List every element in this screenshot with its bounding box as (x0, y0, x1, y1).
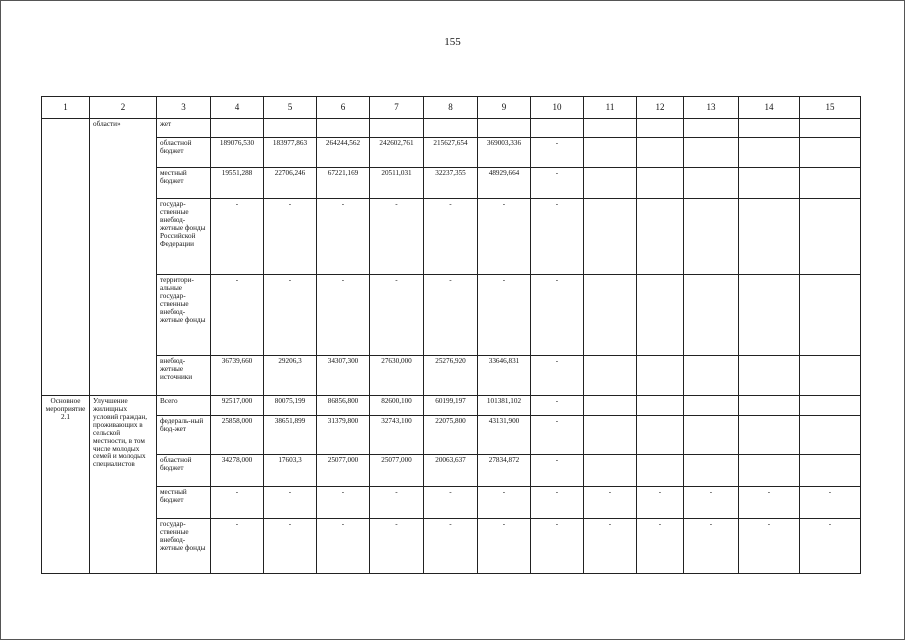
value-cell: - (478, 519, 531, 574)
table-body (42, 97, 861, 574)
value-cell: - (531, 519, 584, 574)
table-row (42, 199, 861, 275)
value-cell: 19551,288 (211, 168, 264, 199)
funding-source-cell: жет (157, 119, 211, 138)
value-cell: 80075,199 (264, 396, 317, 416)
value-cell (637, 275, 684, 356)
value-cell (684, 199, 739, 275)
value-cell: - (584, 487, 637, 519)
value-cell: 48929,664 (478, 168, 531, 199)
value-cell: - (531, 138, 584, 168)
value-cell: 27630,000 (370, 356, 424, 396)
value-cell: - (531, 168, 584, 199)
value-cell (637, 138, 684, 168)
value-cell: - (531, 199, 584, 275)
column-header-12: 12 (637, 97, 684, 119)
value-cell (370, 119, 424, 138)
value-cell (684, 416, 739, 455)
funding-source-cell: Всего (157, 396, 211, 416)
column-header-14: 14 (739, 97, 800, 119)
value-cell: - (211, 199, 264, 275)
value-cell (637, 168, 684, 199)
value-cell (584, 455, 637, 487)
value-cell: 36739,660 (211, 356, 264, 396)
funding-source-cell: государ-ственные внебюд-жетные фонды Российской Федерации (157, 199, 211, 275)
value-cell (739, 138, 800, 168)
value-cell: - (317, 487, 370, 519)
value-cell: - (211, 275, 264, 356)
value-cell (684, 119, 739, 138)
value-cell: 34307,300 (317, 356, 370, 396)
value-cell (684, 168, 739, 199)
funding-source-cell: местный бюджет (157, 168, 211, 199)
value-cell (800, 168, 861, 199)
value-cell: 22706,246 (264, 168, 317, 199)
value-cell (478, 119, 531, 138)
value-cell: - (317, 275, 370, 356)
value-cell (739, 199, 800, 275)
value-cell: 38651,899 (264, 416, 317, 455)
value-cell: 60199,197 (424, 396, 478, 416)
value-cell (424, 119, 478, 138)
value-cell: - (531, 396, 584, 416)
value-cell (584, 119, 637, 138)
value-cell: - (264, 275, 317, 356)
value-cell: 101381,102 (478, 396, 531, 416)
value-cell (584, 356, 637, 396)
column-header-4: 4 (211, 97, 264, 119)
column-header-3: 3 (157, 97, 211, 119)
value-cell (684, 455, 739, 487)
value-cell (739, 396, 800, 416)
value-cell (637, 199, 684, 275)
value-cell: 43131,900 (478, 416, 531, 455)
value-cell (739, 119, 800, 138)
value-cell: - (531, 487, 584, 519)
table-row (42, 455, 861, 487)
value-cell: - (424, 275, 478, 356)
table-row (42, 519, 861, 574)
value-cell: 242602,761 (370, 138, 424, 168)
value-cell (264, 119, 317, 138)
value-cell (684, 138, 739, 168)
value-cell (584, 199, 637, 275)
value-cell (637, 119, 684, 138)
column-header-9: 9 (478, 97, 531, 119)
value-cell: 20063,637 (424, 455, 478, 487)
value-cell: 22075,800 (424, 416, 478, 455)
value-cell (684, 275, 739, 356)
value-cell: 215627,654 (424, 138, 478, 168)
value-cell: 369003,336 (478, 138, 531, 168)
table-row (42, 138, 861, 168)
measure-name-cell: области» (90, 119, 157, 396)
value-cell (584, 138, 637, 168)
value-cell (800, 199, 861, 275)
funding-source-cell: внебюд-жетные источники (157, 356, 211, 396)
value-cell (739, 416, 800, 455)
value-cell (739, 356, 800, 396)
value-cell: 25077,000 (370, 455, 424, 487)
value-cell: 33646,831 (478, 356, 531, 396)
value-cell: - (370, 199, 424, 275)
value-cell (800, 396, 861, 416)
value-cell: - (637, 519, 684, 574)
column-header-7: 7 (370, 97, 424, 119)
funding-source-cell: областной бюджет (157, 455, 211, 487)
value-cell (739, 168, 800, 199)
value-cell: 25077,000 (317, 455, 370, 487)
value-cell (800, 119, 861, 138)
header-row (42, 97, 861, 119)
value-cell: - (684, 519, 739, 574)
value-cell: - (317, 199, 370, 275)
value-cell: - (424, 519, 478, 574)
value-cell (584, 275, 637, 356)
value-cell (800, 275, 861, 356)
value-cell (584, 168, 637, 199)
value-cell: - (800, 487, 861, 519)
funding-source-cell: федераль-ный бюд-жет (157, 416, 211, 455)
value-cell (317, 119, 370, 138)
column-header-10: 10 (531, 97, 584, 119)
value-cell: 34278,000 (211, 455, 264, 487)
funding-source-cell: областной бюджет (157, 138, 211, 168)
value-cell (739, 275, 800, 356)
funding-source-cell: местный бюджет (157, 487, 211, 519)
column-header-1: 1 (42, 97, 90, 119)
column-header-15: 15 (800, 97, 861, 119)
table-row (42, 275, 861, 356)
value-cell (637, 356, 684, 396)
value-cell: - (584, 519, 637, 574)
value-cell: - (739, 487, 800, 519)
page-number: 155 (444, 36, 461, 48)
column-header-6: 6 (317, 97, 370, 119)
table-row (42, 119, 861, 138)
measure-name-cell: Улучшение жилищных условий граждан, проживающих в сельской местности, в том числе молодых семей и молодых специалистов (90, 396, 157, 574)
value-cell: - (370, 275, 424, 356)
table-row (42, 356, 861, 396)
table-row (42, 416, 861, 455)
value-cell: - (478, 199, 531, 275)
value-cell: 264244,562 (317, 138, 370, 168)
value-cell: - (478, 275, 531, 356)
value-cell: 25276,920 (424, 356, 478, 396)
value-cell (684, 356, 739, 396)
value-cell: 189076,530 (211, 138, 264, 168)
value-cell: - (370, 519, 424, 574)
value-cell: 86856,800 (317, 396, 370, 416)
value-cell: - (424, 199, 478, 275)
column-header-8: 8 (424, 97, 478, 119)
value-cell: - (211, 519, 264, 574)
value-cell (584, 396, 637, 416)
table-row (42, 487, 861, 519)
value-cell: - (211, 487, 264, 519)
value-cell: - (264, 199, 317, 275)
value-cell: 27834,872 (478, 455, 531, 487)
value-cell (584, 416, 637, 455)
value-cell: - (531, 356, 584, 396)
value-cell (637, 455, 684, 487)
column-header-5: 5 (264, 97, 317, 119)
value-cell: - (531, 275, 584, 356)
table-row (42, 168, 861, 199)
value-cell: - (531, 455, 584, 487)
funding-source-cell: государ-ственные внебюд-жетные фонды (157, 519, 211, 574)
value-cell (531, 119, 584, 138)
table-row (42, 396, 861, 416)
value-cell: 20511,031 (370, 168, 424, 199)
value-cell (637, 396, 684, 416)
value-cell: - (424, 487, 478, 519)
value-cell: - (739, 519, 800, 574)
value-cell: 82600,100 (370, 396, 424, 416)
value-cell: 31379,800 (317, 416, 370, 455)
value-cell: - (264, 519, 317, 574)
value-cell: 183977,863 (264, 138, 317, 168)
value-cell: - (264, 487, 317, 519)
value-cell (739, 455, 800, 487)
value-cell (800, 138, 861, 168)
budget-table (41, 96, 861, 574)
value-cell: 67221,169 (317, 168, 370, 199)
value-cell (800, 416, 861, 455)
value-cell: 32237,355 (424, 168, 478, 199)
measure-code-cell (42, 119, 90, 396)
value-cell: 92517,000 (211, 396, 264, 416)
value-cell: 29206,3 (264, 356, 317, 396)
value-cell (800, 356, 861, 396)
value-cell: - (800, 519, 861, 574)
value-cell: 32743,100 (370, 416, 424, 455)
value-cell: 17603,3 (264, 455, 317, 487)
value-cell (211, 119, 264, 138)
value-cell: - (637, 487, 684, 519)
column-header-13: 13 (684, 97, 739, 119)
value-cell: - (684, 487, 739, 519)
value-cell (684, 396, 739, 416)
value-cell: - (478, 487, 531, 519)
measure-code-cell: Основное мероприятие 2.1 (42, 396, 90, 574)
value-cell: - (370, 487, 424, 519)
value-cell (637, 416, 684, 455)
column-header-11: 11 (584, 97, 637, 119)
column-header-2: 2 (90, 97, 157, 119)
value-cell: - (317, 519, 370, 574)
value-cell (800, 455, 861, 487)
funding-source-cell: территори-альные государ-ственные внебюд-жетные фонды (157, 275, 211, 356)
value-cell: - (531, 416, 584, 455)
value-cell: 25858,000 (211, 416, 264, 455)
